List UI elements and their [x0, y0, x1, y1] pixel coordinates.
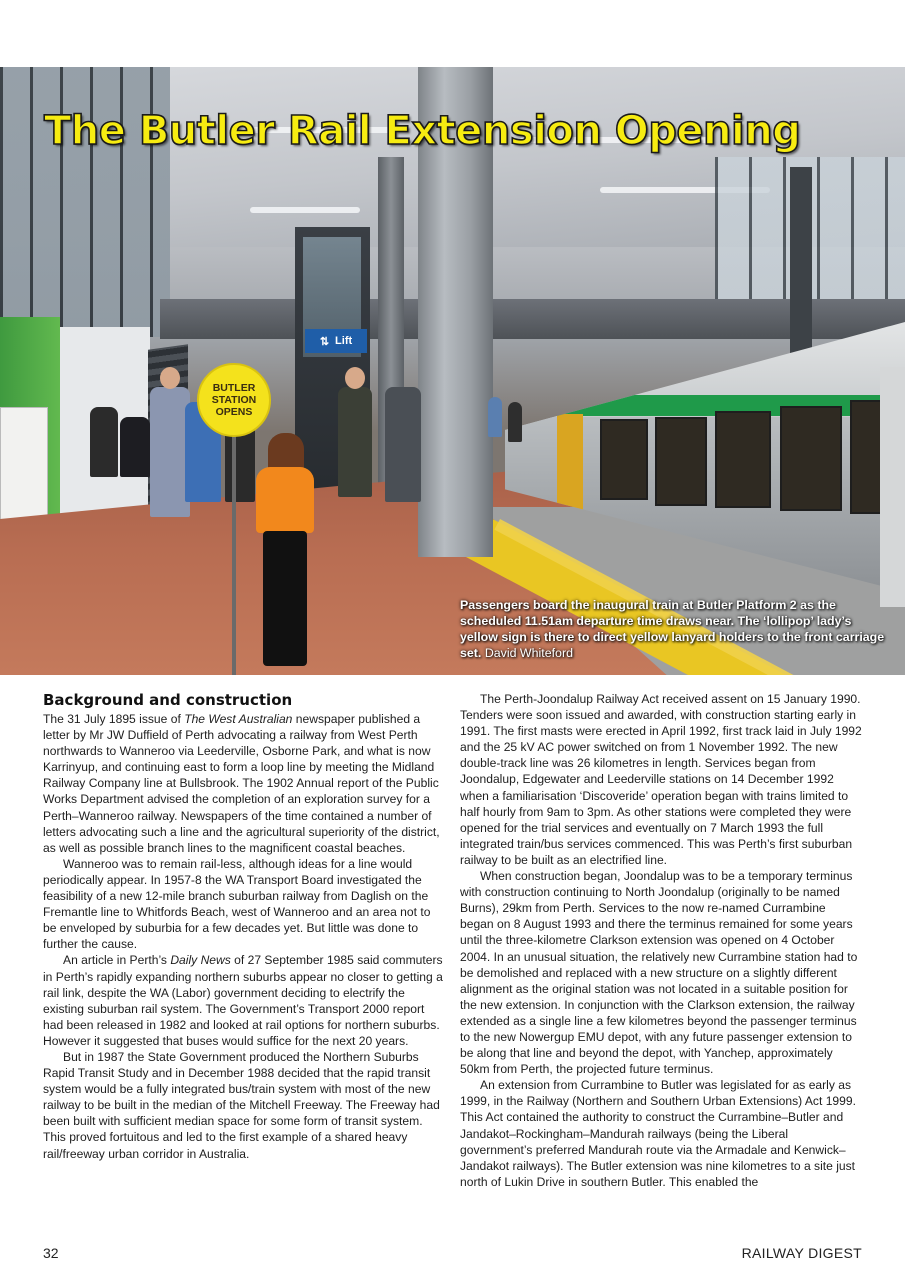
butler-station-opens-sign: [197, 363, 271, 437]
station-column: [790, 167, 812, 367]
page-number: 32: [43, 1245, 59, 1261]
train-window: [780, 406, 842, 511]
text-run: of 27 September 1985 said commuters in Perth’s rapidly expanding northern suburbs appear no closer to getting a rail link, despite the WA (Labor) government deciding to electrify the existing suburban rail system. The Government’s Transport 2000 report had been released in 1982 and looked at rail options for northern suburbs. However it suggested that buses would suffice for the next 20 years.: [43, 953, 443, 1048]
hero-photo: [0, 67, 905, 675]
newspaper-title: Daily News: [170, 953, 231, 968]
train-window: [715, 411, 771, 508]
passenger: [338, 387, 372, 497]
lollipop-lady-trousers: [263, 531, 307, 666]
passenger: [385, 387, 421, 502]
caption-text: Passengers board the inaugural train at Butler Platform 2 as the scheduled 11.51am departure time draws near. The ‘lollipop’ lady’s yellow sign is there to direct yellow lanyard holders to the front carriage set.: [460, 598, 885, 660]
paragraph: [43, 952, 445, 1049]
sign-line: OPENS: [215, 406, 253, 418]
text-column-left: [43, 691, 445, 1162]
passenger: [120, 417, 150, 477]
text-column-right: [460, 691, 862, 1190]
newspaper-title: The West Australian: [184, 712, 293, 726]
text-run: An article in Perth’s: [63, 953, 171, 968]
passenger: [150, 387, 190, 517]
paragraph: But in 1987 the State Government produced the Northern Suburbs Rapid Transit Study and in December 1988 decided that the rapid transit system would be a fully integrated bus/train system with most of the new railway to be built in the median of the Mitchell Freeway. The Freeway had been built with sufficient median space for some form of transit system. This proved fortuitous and led to the first example of a shared heavy rail/freeway urban corridor in Australia.: [43, 1049, 440, 1161]
lollipop-sign-stick: [232, 397, 236, 675]
text-run: newspaper published a letter by Mr JW Duffield of Perth advocating a railway from West Perth northwards to Wanneroo via Leederville, Osborne Park, and what is now Karrinyup, and continuing east to form a loop line by meeting the Midland Railway Company line at Bullsbrook. The 1902 Annual report of the Public Works Department advised the completion of an exploration survey for a Perth–Wanneroo railway. Newspapers of the time contained a number of letters advocating such a line and the agricultural superiority of the district, as well as possible branch lines to the magnificent coastal beaches.: [43, 712, 440, 855]
passenger-child: [488, 397, 502, 437]
lollipop-lady-shirt: [256, 467, 314, 533]
ceiling-light: [250, 207, 360, 213]
paragraph: When construction began, Joondalup was to be a temporary terminus with construction continuing to North Joondalup (originally to be named Burns), 29km from Perth. Services to the now re-named Currambine began on 8 August 1993 and there the terminus remained for some years until the three-kilometre Clarkson extension was opened on 4 October 2004. In an unusual situation, the relatively new Currambine station had to be demolished and replaced with a new structure on a slightly different alignment as the original station was not located in a suitable position for the new extension. In conjunction with the Clarkson extension, the railway extended as a single line a few kilometres beyond the passenger terminus to the new Nowergup EMU depot, with any future passenger extension to be along that line and beyond the depot, with Yanchep, approximately 50km from Perth, the projected future terminus.: [460, 869, 858, 1077]
lift-icon: ⇅: [319, 335, 330, 348]
photo-caption: [460, 597, 890, 661]
paragraph: The Perth-Joondalup Railway Act received assent on 15 January 1990. Tenders were soon issued and awarded, with construction starting early in 1991. The first masts were erected in April 1992, first track laid in July 1992 and the 25 kV AC power switched on from 1 November 1992. The new double-track line was 26 kilometres in length. Services began from Joondalup, Edgewater and Leederville stations on 14 December 1992 when a familiarisation ‘Discoveride’ operation began with trains limited to half hourly from 9am to 3pm. As other stations were completed they were opened for the trial services and eventually on 7 March 1993 the full integrated train/bus services commenced. This was Perth’s first suburban railway to be built as an electrified line.: [460, 692, 862, 867]
paragraph: An extension from Currambine to Butler was legislated for as early as 1999, in the Railway (Northern and Southern Urban Extensions) Act 1999. This Act contained the authority to construct the Currambine–Butler and Jandakot–Rockingham–Mandurah railways (being the Liberal government’s preferred Mandurah route via the Armadale and Kenwick–Jandakot railways). The Butler extension was nine kilometres to a site just north of Lukin Drive in southern Butler. This enabled the: [460, 1078, 856, 1189]
lift-sign-label: Lift: [335, 335, 353, 347]
sign-line: BUTLER: [212, 382, 256, 394]
train-window: [655, 417, 707, 506]
section-heading: Background and construction: [43, 691, 293, 709]
passenger-child: [508, 402, 522, 442]
train-window: [600, 419, 648, 500]
lift-sign: [305, 329, 367, 353]
text-run: The 31 July 1895 issue of: [43, 712, 185, 726]
passenger-head: [345, 367, 365, 389]
passenger-head: [160, 367, 180, 389]
photo-credit: David Whiteford: [484, 646, 573, 660]
paragraph: [43, 711, 445, 856]
train-end-car: [880, 367, 905, 607]
paragraph: Wanneroo was to remain rail-less, although ideas for a line would periodically appear. In 1957-8 the WA Transport Board investigated the feasibility of a new 12-mile branch suburban railway from Daglish on the Fremantle line to Whitfords Beach, west of Wanneroo and an area not to be enveloped by suburbia for a few decades yet. But little was done to further the cause.: [43, 856, 431, 952]
train-stripe: [505, 395, 905, 417]
publication-name: RAILWAY DIGEST: [741, 1245, 862, 1261]
passenger: [90, 407, 118, 477]
sign-line: STATION: [211, 394, 257, 406]
article-title: The Butler Rail Extension Opening: [44, 108, 801, 154]
